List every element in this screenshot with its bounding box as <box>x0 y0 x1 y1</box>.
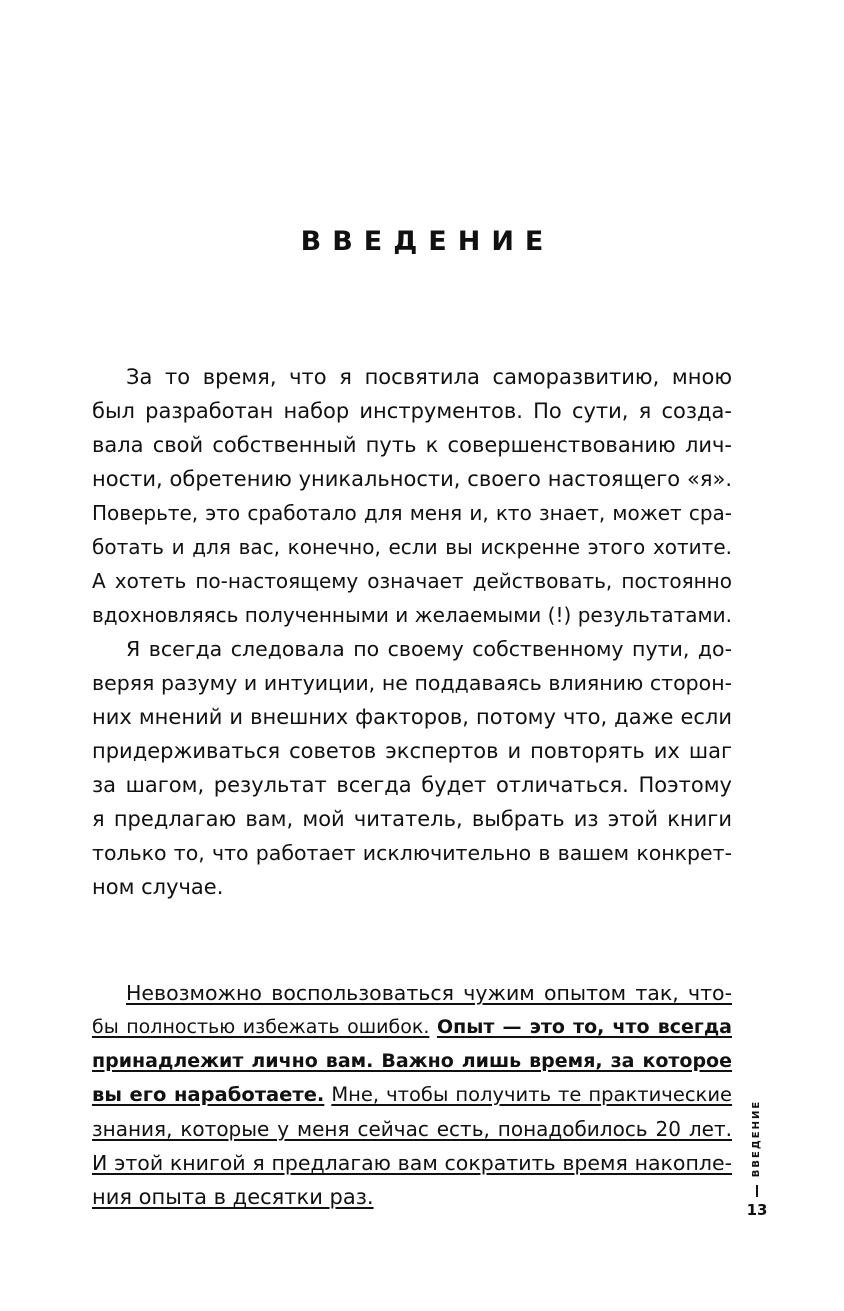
paragraph-2-line: придерживаться советов экспертов и повторять их шаг <box>92 739 732 763</box>
paragraph-1-line: За то время, что я посвятила саморазвитию, мною <box>126 365 732 389</box>
paragraph-2-line: я предлагаю вам, мой читатель, выбрать из этой книги <box>92 807 732 831</box>
paragraph-2 <box>92 632 732 904</box>
callout-emphasis: принадлежит лично вам. Важно лишь время, за которое <box>92 1050 732 1072</box>
callout-emphasis: вы его наработаете. <box>92 1083 325 1106</box>
running-head <box>745 1093 769 1183</box>
paragraph-2-line: веряя разуму и интуиции, не поддаваясь влиянию сторон- <box>92 671 732 695</box>
callout-line <box>92 1146 732 1180</box>
paragraph-2-line: них мнений и внешних факторов, потому что, даже если <box>92 705 732 729</box>
callout-line <box>92 1180 732 1214</box>
paragraph-2-line: только то, что работает исключительно в вашем конкрет- <box>92 841 732 865</box>
callout-text: ния опыта в десятки раз. <box>92 1185 374 1209</box>
page-title: ВВЕДЕНИЕ <box>300 226 555 257</box>
paragraph-2-line: Я всегда следовала по своему собственному пути, до- <box>126 637 732 661</box>
paragraph-2-line: за шагом, результат всегда будет отличаться. Поэтому <box>92 773 732 797</box>
callout-line <box>92 1010 732 1044</box>
callout-emphasis: Опыт — это то, что всегда <box>436 1016 732 1038</box>
callout-paragraph <box>92 976 732 1214</box>
callout-text: бы полностью избежать ошибок. <box>92 1016 430 1038</box>
callout-text: Мне, чтобы получить те практические <box>331 1083 732 1106</box>
paragraph-1-line: был разработан набор инструментов. По сути, я созда- <box>92 399 732 423</box>
callout-text: знания, которые у меня сейчас есть, понадобилось 20 лет. <box>92 1117 732 1141</box>
callout-text: И этой книгой я предлагаю вам сократить время накопле- <box>92 1151 732 1175</box>
paragraph-1-line: А хотеть по-настоящему означает действовать, постоянно <box>92 569 732 593</box>
paragraph-1-line: ботать и для вас, конечно, если вы искренне этого хотите. <box>92 535 732 559</box>
paragraph-2-line: ном случае. <box>92 875 224 899</box>
callout-line <box>92 1078 732 1112</box>
callout-line <box>92 1112 732 1146</box>
callout-text: Невозможно воспользоваться чужим опытом так, что- <box>126 981 732 1005</box>
callout-line <box>92 976 732 1010</box>
paragraph-1 <box>92 360 732 632</box>
paragraph-1-line: вдохновляясь полученными и желаемыми (!) результатами. <box>92 603 732 627</box>
running-head-text: ВВЕДЕНИЕ <box>751 1099 763 1177</box>
paragraph-1-line: вала свой собственный путь к совершенствованию лич- <box>92 433 732 457</box>
callout-line <box>92 1044 732 1078</box>
page-number: 13 <box>746 1201 768 1219</box>
paragraph-1-line: Поверьте, это сработало для меня и, кто знает, может сра- <box>92 501 732 525</box>
paragraph-1-line: ности, обретению уникальности, своего настоящего «я». <box>92 467 732 491</box>
running-head-rule <box>756 1185 758 1197</box>
